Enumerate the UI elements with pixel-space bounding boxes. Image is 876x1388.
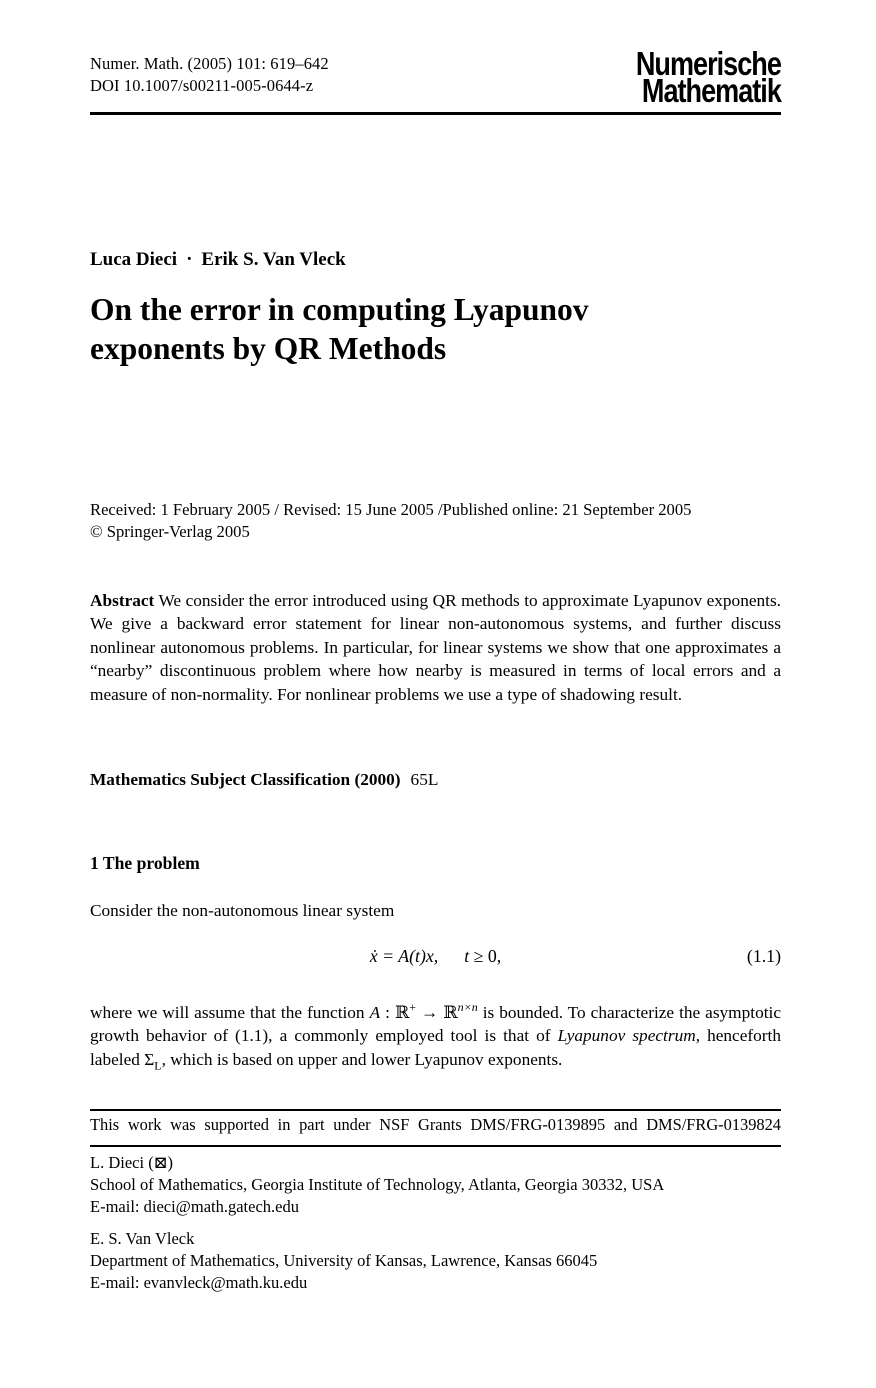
- contact-1-paren-open: (: [144, 1153, 154, 1172]
- par-text-3: → ℝ: [416, 1003, 458, 1022]
- paper-title: On the error in computing Lyapunov exponents by QR Methods: [90, 292, 589, 366]
- header-rule: [90, 112, 781, 115]
- par-var-A: A: [369, 1003, 381, 1022]
- equation-body: ẋ = A(t)x,: [369, 946, 439, 966]
- footnote-rule-top: [90, 1109, 781, 1111]
- equation-body-wrap: [90, 946, 781, 967]
- msc-value: 65L: [410, 770, 439, 789]
- contact-block-vanvleck: [90, 1228, 781, 1293]
- author-separator-dot: ·: [186, 249, 193, 270]
- abstract-text: We consider the error introduced using QR methods to approximate Lyapunov exponents. We give a backward error statement for linear non-autonomous systems, and further discuss nonlinear autonomous problems. In particular, for linear systems we show that one approximates a “nearby” discontinuous problem where how nearby is measured in terms of local errors and a measure of non-normality. For nonlinear problems we use a type of shadowing result.: [90, 591, 781, 704]
- par-text-5: , henceforth labeled Σ: [90, 1026, 781, 1069]
- par-sub-L: L: [154, 1058, 162, 1073]
- equation-cond-rest: ≥ 0,: [469, 946, 502, 966]
- envelope-icon: ⊠: [153, 1153, 168, 1172]
- contact-2-name: E. S. Van Vleck: [90, 1229, 195, 1248]
- contact-block-dieci: [90, 1152, 781, 1217]
- journal-citation: Numer. Math. (2005) 101: 619–642: [90, 54, 329, 73]
- article-history: [90, 499, 781, 542]
- par-sup-nxn: n×n: [457, 1000, 478, 1015]
- contact-1-email: E-mail: dieci@math.gatech.edu: [90, 1196, 299, 1216]
- footnote-rule-bottom: [90, 1145, 781, 1147]
- contact-1-name: L. Dieci: [90, 1153, 145, 1172]
- section-1-intro: Consider the non-autonomous linear system: [90, 901, 395, 920]
- equation-number: (1.1): [746, 946, 781, 966]
- copyright-line: © Springer-Verlag 2005: [90, 521, 250, 541]
- contact-1-name-line: [90, 1152, 781, 1174]
- received-revised-published-line: Received: 1 February 2005 / Revised: 15 June 2005 /Published online: 21 September 2005: [90, 500, 692, 519]
- section-1-heading: 1 The problem: [90, 853, 200, 873]
- doi-line: DOI 10.1007/s00211-005-0644-z: [90, 75, 314, 95]
- equation-1-1: [90, 946, 781, 976]
- abstract-label: Abstract: [90, 591, 155, 610]
- author-2: Erik S. Van Vleck: [201, 249, 346, 270]
- par-sup-plus: +: [409, 1000, 417, 1015]
- journal-logo-line2: Mathematik: [641, 72, 781, 109]
- journal-logo-line1: Numerische: [635, 45, 781, 82]
- contact-2-affiliation: Department of Mathematics, University of Kansas, Lawrence, Kansas 66045: [90, 1250, 598, 1270]
- contact-2-email: E-mail: evanvleck@math.ku.edu: [90, 1272, 308, 1292]
- body-paragraph: [90, 1001, 781, 1071]
- par-text-6: , which is based on upper and lower Lyapunov exponents.: [161, 1049, 563, 1069]
- msc-line: [90, 770, 781, 790]
- equation-cond-var: t: [464, 946, 470, 966]
- funding-note: This work was supported in part under NSF Grants DMS/FRG-0139895 and DMS/FRG-0139824: [90, 1115, 781, 1134]
- equation-condition: [464, 946, 501, 966]
- abstract-paragraph: [90, 589, 781, 706]
- contact-1-affiliation: School of Mathematics, Georgia Institute of Technology, Atlanta, Georgia 30332, USA: [90, 1174, 665, 1194]
- par-text-1: where we will assume that the function: [90, 1003, 370, 1022]
- par-text-4: is bounded. To characterize the asymptotic growth behavior of (1.1), a commonly employed tool is that of: [90, 1003, 781, 1046]
- msc-label: Mathematics Subject Classification (2000): [90, 770, 401, 789]
- author-line: [90, 249, 346, 271]
- author-1: Luca Dieci: [90, 249, 178, 270]
- par-text-2: : ℝ: [380, 1003, 410, 1022]
- journal-logo: [635, 45, 781, 109]
- journal-citation-block: [90, 53, 329, 96]
- par-emph-lyapunov-spectrum: Lyapunov spectrum: [557, 1026, 696, 1046]
- contact-1-paren-close: ): [167, 1153, 174, 1172]
